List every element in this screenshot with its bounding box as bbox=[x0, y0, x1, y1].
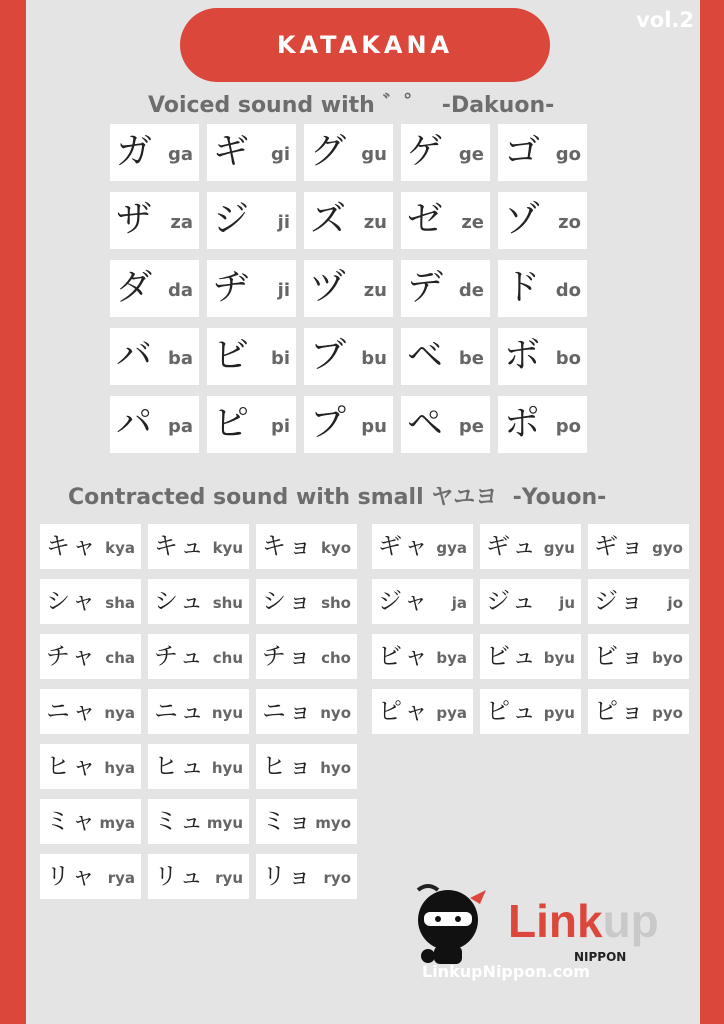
romaji-label: ge bbox=[458, 144, 484, 165]
kana-character: キョ bbox=[262, 532, 314, 560]
kana-character: ベ bbox=[407, 335, 444, 376]
romaji-label: ji bbox=[277, 212, 290, 233]
volume-label: vol.2 bbox=[636, 8, 694, 32]
youon-cell bbox=[148, 799, 249, 844]
romaji-label: nya bbox=[104, 704, 135, 722]
dakuon-cell bbox=[304, 124, 393, 181]
romaji-label: da bbox=[167, 280, 193, 301]
dakuon-cell bbox=[110, 328, 199, 385]
romaji-label: ji bbox=[277, 280, 290, 301]
kana-character: ヒュ bbox=[154, 752, 206, 780]
romaji-label: hyo bbox=[320, 759, 351, 777]
romaji-label: pu bbox=[361, 416, 387, 437]
romaji-label: za bbox=[170, 212, 193, 233]
kana-character: ミョ bbox=[262, 807, 314, 835]
right-red-border bbox=[700, 0, 724, 1024]
kana-character: ビュ bbox=[486, 642, 538, 670]
kana-character: ビ bbox=[213, 335, 250, 376]
romaji-label: pe bbox=[458, 416, 484, 437]
dakuon-cell bbox=[110, 396, 199, 453]
kana-character: ヅ bbox=[310, 267, 347, 308]
dakuon-cell bbox=[498, 396, 587, 453]
kana-character: キュ bbox=[154, 532, 206, 560]
kana-character: ピョ bbox=[594, 697, 646, 725]
youon-cell bbox=[256, 799, 357, 844]
romaji-label: ju bbox=[559, 594, 575, 612]
romaji-label: pya bbox=[436, 704, 467, 722]
youon-cell bbox=[40, 634, 141, 679]
kana-character: ニョ bbox=[262, 697, 314, 725]
romaji-label: rya bbox=[107, 869, 135, 887]
romaji-label: zu bbox=[363, 212, 387, 233]
kana-character: シュ bbox=[154, 587, 206, 615]
kana-character: ギョ bbox=[594, 532, 646, 560]
romaji-label: ba bbox=[167, 348, 193, 369]
kana-character: ミャ bbox=[46, 807, 98, 835]
youon-cell bbox=[372, 689, 473, 734]
romaji-label: gya bbox=[436, 539, 467, 557]
kana-character: リョ bbox=[262, 862, 314, 890]
romaji-label: jo bbox=[667, 594, 683, 612]
youon-cell bbox=[372, 579, 473, 624]
kana-character: ダ bbox=[116, 267, 153, 308]
dakuon-cell bbox=[401, 396, 490, 453]
site-url: LinkupNippon.com bbox=[422, 962, 590, 981]
kana-character: リュ bbox=[154, 862, 206, 890]
dakuon-cell bbox=[498, 260, 587, 317]
kana-character: ド bbox=[504, 267, 541, 308]
youon-cell bbox=[40, 524, 141, 569]
romaji-label: po bbox=[555, 416, 581, 437]
romaji-label: kya bbox=[105, 539, 135, 557]
romaji-label: pyu bbox=[543, 704, 575, 722]
youon-cell bbox=[372, 524, 473, 569]
dakuon-cell bbox=[401, 328, 490, 385]
romaji-label: zo bbox=[558, 212, 581, 233]
kana-character: リャ bbox=[46, 862, 98, 890]
youon-cell bbox=[148, 634, 249, 679]
romaji-label: pa bbox=[167, 416, 193, 437]
dakuon-cell bbox=[207, 124, 296, 181]
kana-character: ピュ bbox=[486, 697, 538, 725]
brand-subtitle: NIPPON bbox=[574, 950, 627, 964]
kana-character: ヒョ bbox=[262, 752, 314, 780]
kana-character: ジャ bbox=[378, 587, 430, 615]
kana-character: ギャ bbox=[378, 532, 430, 560]
romaji-label: byu bbox=[543, 649, 575, 667]
kana-character: ジョ bbox=[594, 587, 646, 615]
youon-cell bbox=[256, 744, 357, 789]
romaji-label: go bbox=[555, 144, 581, 165]
kana-character: ヒャ bbox=[46, 752, 98, 780]
youon-cell bbox=[480, 634, 581, 679]
youon-cell bbox=[40, 854, 141, 899]
kana-character: デ bbox=[407, 267, 444, 308]
dakuon-cell bbox=[498, 192, 587, 249]
kana-character: ヂ bbox=[213, 267, 250, 308]
dakuon-cell bbox=[207, 192, 296, 249]
romaji-label: sha bbox=[105, 594, 135, 612]
kana-character: ザ bbox=[116, 199, 153, 240]
kana-character: ガ bbox=[116, 131, 153, 172]
romaji-label: sho bbox=[321, 594, 351, 612]
ninja-mascot-icon bbox=[408, 880, 498, 970]
romaji-label: gu bbox=[361, 144, 387, 165]
kana-character: プ bbox=[310, 403, 347, 444]
romaji-label: bu bbox=[361, 348, 387, 369]
kana-character: チュ bbox=[154, 642, 206, 670]
brand-logo bbox=[408, 860, 658, 990]
kana-character: ギ bbox=[213, 131, 250, 172]
dakuon-cell bbox=[110, 124, 199, 181]
kana-character: ズ bbox=[310, 199, 347, 240]
romaji-label: kyo bbox=[320, 539, 351, 557]
romaji-label: gi bbox=[270, 144, 290, 165]
romaji-label: kyu bbox=[212, 539, 243, 557]
romaji-label: gyu bbox=[543, 539, 575, 557]
dakuon-grid bbox=[110, 124, 587, 453]
page-title: KATAKANA bbox=[180, 8, 550, 82]
kana-character: ピ bbox=[213, 403, 250, 444]
romaji-label: gyo bbox=[652, 539, 683, 557]
dakuon-cell bbox=[304, 260, 393, 317]
youon-cell bbox=[480, 689, 581, 734]
dakuon-cell bbox=[401, 260, 490, 317]
kana-character: ニャ bbox=[46, 697, 98, 725]
kana-character: ゲ bbox=[407, 131, 444, 172]
romaji-label: do bbox=[555, 280, 581, 301]
kana-character: ビャ bbox=[378, 642, 430, 670]
kana-character: ミュ bbox=[154, 807, 206, 835]
kana-character: ゾ bbox=[504, 199, 541, 240]
dakuon-cell bbox=[304, 192, 393, 249]
romaji-label: nyu bbox=[211, 704, 243, 722]
left-red-border bbox=[0, 0, 26, 1024]
romaji-label: hyu bbox=[211, 759, 243, 777]
kana-character: ギュ bbox=[486, 532, 538, 560]
kana-character: バ bbox=[116, 335, 153, 376]
romaji-label: pi bbox=[270, 416, 290, 437]
romaji-label: myu bbox=[206, 814, 243, 832]
romaji-label: nyo bbox=[320, 704, 351, 722]
youon-cell bbox=[588, 524, 689, 569]
brand-link-text: Link bbox=[508, 895, 603, 947]
romaji-label: bo bbox=[555, 348, 581, 369]
romaji-label: mya bbox=[99, 814, 135, 832]
youon-cell bbox=[256, 689, 357, 734]
dakuon-cell bbox=[498, 328, 587, 385]
romaji-label: ryu bbox=[215, 869, 243, 887]
youon-cell bbox=[372, 634, 473, 679]
dakuon-cell bbox=[207, 260, 296, 317]
kana-character: ゴ bbox=[504, 131, 541, 172]
youon-left-grid bbox=[40, 524, 357, 899]
kana-character: パ bbox=[116, 403, 153, 444]
kana-character: ブ bbox=[310, 335, 347, 376]
youon-cell bbox=[480, 579, 581, 624]
dakuon-section-title: Voiced sound with ゛゜ -Dakuon- bbox=[148, 93, 555, 118]
kana-character: ショ bbox=[262, 587, 314, 615]
youon-cell bbox=[148, 579, 249, 624]
romaji-label: ze bbox=[461, 212, 484, 233]
kana-character: チョ bbox=[262, 642, 314, 670]
dakuon-cell bbox=[110, 192, 199, 249]
youon-cell bbox=[148, 744, 249, 789]
kana-character: ビョ bbox=[594, 642, 646, 670]
dakuon-cell bbox=[401, 192, 490, 249]
dakuon-cell bbox=[207, 396, 296, 453]
romaji-label: ga bbox=[167, 144, 193, 165]
romaji-label: myo bbox=[315, 814, 351, 832]
kana-character: ピャ bbox=[378, 697, 430, 725]
youon-cell bbox=[256, 854, 357, 899]
dakuon-cell bbox=[401, 124, 490, 181]
kana-character: チャ bbox=[46, 642, 98, 670]
youon-right-grid bbox=[372, 524, 689, 734]
romaji-label: byo bbox=[652, 649, 683, 667]
youon-section-title: Contracted sound with small ヤユヨ -Youon- bbox=[68, 485, 607, 510]
kana-character: ジ bbox=[213, 199, 250, 240]
dakuon-cell bbox=[304, 328, 393, 385]
romaji-label: ryo bbox=[323, 869, 351, 887]
dakuon-cell bbox=[304, 396, 393, 453]
youon-cell bbox=[588, 689, 689, 734]
youon-cell bbox=[148, 689, 249, 734]
kana-character: ニュ bbox=[154, 697, 206, 725]
kana-character: シャ bbox=[46, 587, 98, 615]
kana-character: ボ bbox=[504, 335, 541, 376]
romaji-label: pyo bbox=[652, 704, 683, 722]
youon-cell bbox=[40, 579, 141, 624]
kana-character: ポ bbox=[504, 403, 541, 444]
romaji-label: shu bbox=[212, 594, 243, 612]
romaji-label: cha bbox=[105, 649, 135, 667]
kana-character: ペ bbox=[407, 403, 444, 444]
youon-cell bbox=[40, 744, 141, 789]
romaji-label: ja bbox=[451, 594, 467, 612]
romaji-label: cho bbox=[321, 649, 351, 667]
youon-cell bbox=[256, 579, 357, 624]
youon-cell bbox=[256, 524, 357, 569]
brand-up-text: up bbox=[602, 895, 659, 947]
romaji-label: chu bbox=[212, 649, 243, 667]
brand-wordmark bbox=[508, 894, 659, 948]
romaji-label: de bbox=[458, 280, 484, 301]
youon-cell bbox=[148, 854, 249, 899]
youon-cell bbox=[588, 579, 689, 624]
dakuon-cell bbox=[498, 124, 587, 181]
youon-cell bbox=[588, 634, 689, 679]
youon-cell bbox=[40, 799, 141, 844]
romaji-label: bya bbox=[436, 649, 467, 667]
youon-cell bbox=[40, 689, 141, 734]
romaji-label: zu bbox=[363, 280, 387, 301]
kana-character: キャ bbox=[46, 532, 98, 560]
romaji-label: be bbox=[458, 348, 484, 369]
kana-character: グ bbox=[310, 131, 347, 172]
youon-cell bbox=[480, 524, 581, 569]
youon-cell bbox=[256, 634, 357, 679]
youon-cell bbox=[148, 524, 249, 569]
romaji-label: bi bbox=[270, 348, 290, 369]
dakuon-cell bbox=[207, 328, 296, 385]
romaji-label: hya bbox=[104, 759, 135, 777]
dakuon-cell bbox=[110, 260, 199, 317]
kana-character: ジュ bbox=[486, 587, 538, 615]
kana-character: ゼ bbox=[407, 199, 444, 240]
